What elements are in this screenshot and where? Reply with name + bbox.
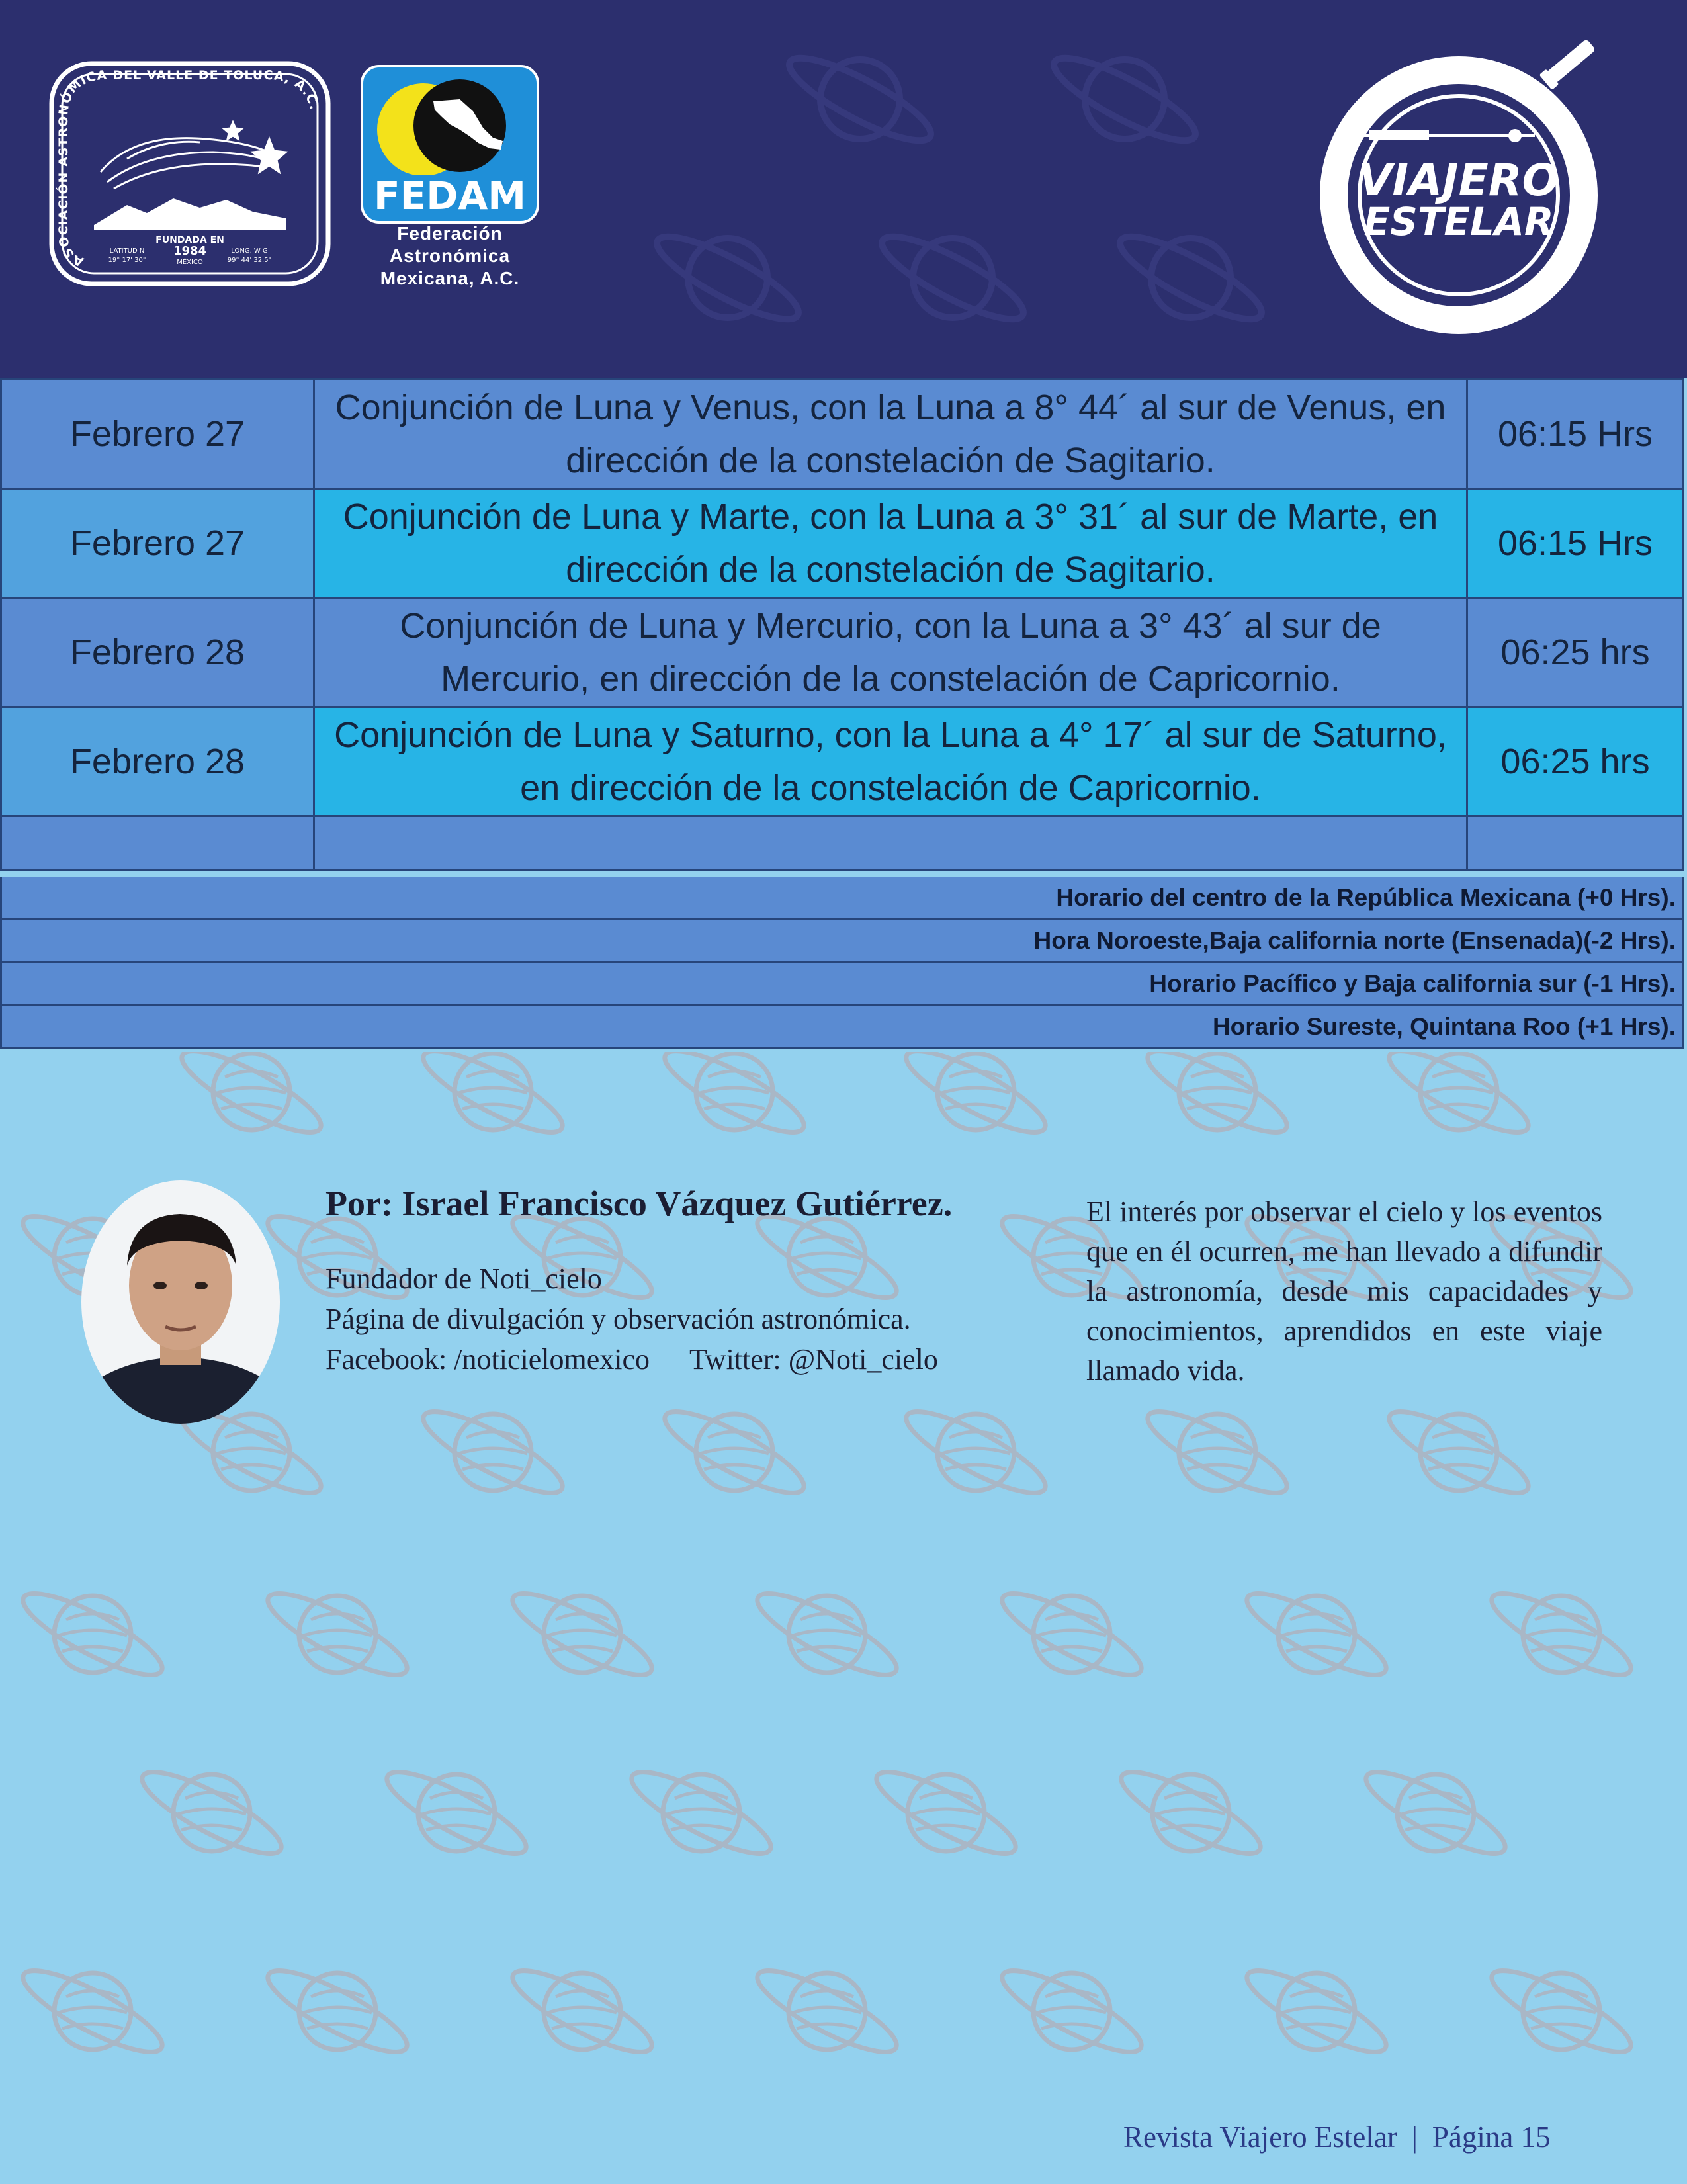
timezone-note: Horario Sureste, Quintana Roo (+1 Hrs). — [0, 1006, 1684, 1049]
planet-icon — [994, 1957, 1150, 2066]
fedam-badge-text: FEDAM — [374, 173, 526, 218]
aavt-longitude-label: LONG. W G — [231, 247, 268, 255]
mountain-icon — [94, 198, 286, 230]
page-header — [0, 0, 1687, 378]
planet-icon — [1139, 1052, 1296, 1146]
fedam-caption — [344, 222, 556, 290]
author-info — [325, 1183, 1040, 1379]
event-row — [1, 380, 1684, 489]
event-row — [1, 598, 1684, 707]
planet-icon — [656, 1398, 813, 1507]
planet-icon — [1381, 1052, 1537, 1146]
footer-magazine: Revista Viajero Estelar — [1123, 2120, 1397, 2154]
planet-icon — [749, 1580, 906, 1688]
viajero-logo-line1: VIAJERO — [1358, 155, 1559, 206]
timezone-note: Horario Pacífico y Baja california sur (-1 Hrs). — [0, 963, 1684, 1006]
planet-icon — [504, 1957, 661, 2066]
planet-icon — [623, 1759, 780, 1867]
author-bio: El interés por observar el cielo y los eventos que en él ocurren, me han llevado a difundir la astronomía, desde mis capacidades y conocimientos, aprendidos en este viaje llamado vida. — [1086, 1196, 1602, 1387]
planet-icon — [898, 1052, 1055, 1146]
author-role: Fundador de Noti_cielo — [325, 1262, 602, 1295]
planet-icon — [1139, 1398, 1296, 1507]
planet-icon — [1113, 1759, 1270, 1867]
event-time: 06:15 Hrs — [1467, 489, 1684, 598]
planet-icon — [415, 1398, 572, 1507]
author-social — [325, 1339, 1040, 1379]
aavt-ring-text: ASOCIACIÓN ASTRONÓMICA DEL VALLE DE TOLUCA, A.C. — [56, 67, 322, 269]
aavt-founded-label: FUNDADA EN — [155, 235, 224, 245]
event-time: 06:25 hrs — [1467, 707, 1684, 816]
planet-icon — [1381, 1398, 1537, 1507]
planet-icon — [504, 1580, 661, 1688]
timezone-note: Hora Noroeste,Baja california norte (Ensenada)(-2 Hrs). — [0, 920, 1684, 963]
events-table — [0, 378, 1684, 871]
aavt-founded-place: MÉXICO — [177, 259, 203, 266]
planet-icon — [1238, 1580, 1395, 1688]
aavt-latitude-label: LATITUD N — [109, 247, 145, 255]
planet-icon — [1358, 1759, 1514, 1867]
planet-icon — [415, 1052, 572, 1146]
event-description: Conjunción de Luna y Venus, con la Luna a 8° 44´ al sur de Venus, en dirección de la constelación de Sagitario. — [314, 380, 1467, 489]
event-description: Conjunción de Luna y Saturno, con la Luna a 4° 17´ al sur de Saturno, en dirección de la constelación de Capricornio. — [314, 707, 1467, 816]
footer-separator: | — [1411, 2120, 1418, 2154]
empty-row — [1, 816, 1684, 870]
planet-icon — [1483, 1957, 1640, 2066]
fedam-caption-line3: Mexicana, A.C. — [380, 268, 520, 288]
empty-cell — [1467, 816, 1684, 870]
event-date: Febrero 28 — [1, 707, 314, 816]
event-time: 06:15 Hrs — [1467, 380, 1684, 489]
aavt-longitude-value: 99° 44' 32.5" — [227, 257, 272, 264]
planet-icon — [1483, 1580, 1640, 1688]
event-description: Conjunción de Luna y Mercurio, con la Luna a 3° 43´ al sur de Mercurio, en dirección de la constelación de Capricornio. — [314, 598, 1467, 707]
fedam-logo — [361, 65, 539, 224]
page-footer — [1123, 2120, 1600, 2154]
comet-icon — [101, 122, 286, 189]
author-avatar — [81, 1180, 281, 1424]
planet-icon — [134, 1759, 290, 1867]
planet-icon — [259, 1580, 416, 1688]
planet-icon — [868, 1759, 1025, 1867]
event-date: Febrero 27 — [1, 380, 314, 489]
aavt-logo — [48, 60, 332, 288]
timezone-note: Horario del centro de la República Mexicana (+0 Hrs). — [0, 877, 1684, 920]
event-date: Febrero 28 — [1, 598, 314, 707]
event-row — [1, 707, 1684, 816]
footer-page-number: Página 15 — [1432, 2120, 1551, 2154]
event-time: 06:25 hrs — [1467, 598, 1684, 707]
viajero-estelar-logo — [1317, 36, 1627, 341]
timezone-notes — [0, 877, 1684, 1049]
planet-icon — [656, 1052, 813, 1146]
event-date: Febrero 27 — [1, 489, 314, 598]
planet-icon — [173, 1052, 330, 1146]
empty-cell — [1, 816, 314, 870]
event-row — [1, 489, 1684, 598]
author-page-description: Página de divulgación y observación astronómica. — [325, 1303, 911, 1335]
aavt-latitude-value: 19° 17' 30" — [108, 257, 146, 264]
author-twitter: Twitter: @Noti_cielo — [689, 1343, 938, 1376]
planet-icon — [749, 1957, 906, 2066]
planet-icon — [15, 1957, 171, 2066]
planet-icon — [1238, 1957, 1395, 2066]
empty-cell — [314, 816, 1467, 870]
author-facebook: Facebook: /noticielomexico — [325, 1343, 650, 1376]
planet-icon — [15, 1580, 171, 1688]
event-description: Conjunción de Luna y Marte, con la Luna a 3° 31´ al sur de Marte, en dirección de la constelación de Sagitario. — [314, 489, 1467, 598]
aavt-founded-year: 1984 — [173, 244, 207, 258]
fedam-caption-line1: Federación — [397, 223, 503, 243]
fedam-caption-line2: Astronómica — [389, 245, 511, 266]
planet-icon — [994, 1580, 1150, 1688]
telescope-icon — [1539, 36, 1598, 90]
planet-icon — [378, 1759, 535, 1867]
planet-icon — [259, 1957, 416, 2066]
author-name: Por: Israel Francisco Vázquez Gutiérrez. — [325, 1184, 953, 1223]
viajero-logo-line2: ESTELAR — [1363, 199, 1554, 244]
planet-icon — [898, 1398, 1055, 1507]
